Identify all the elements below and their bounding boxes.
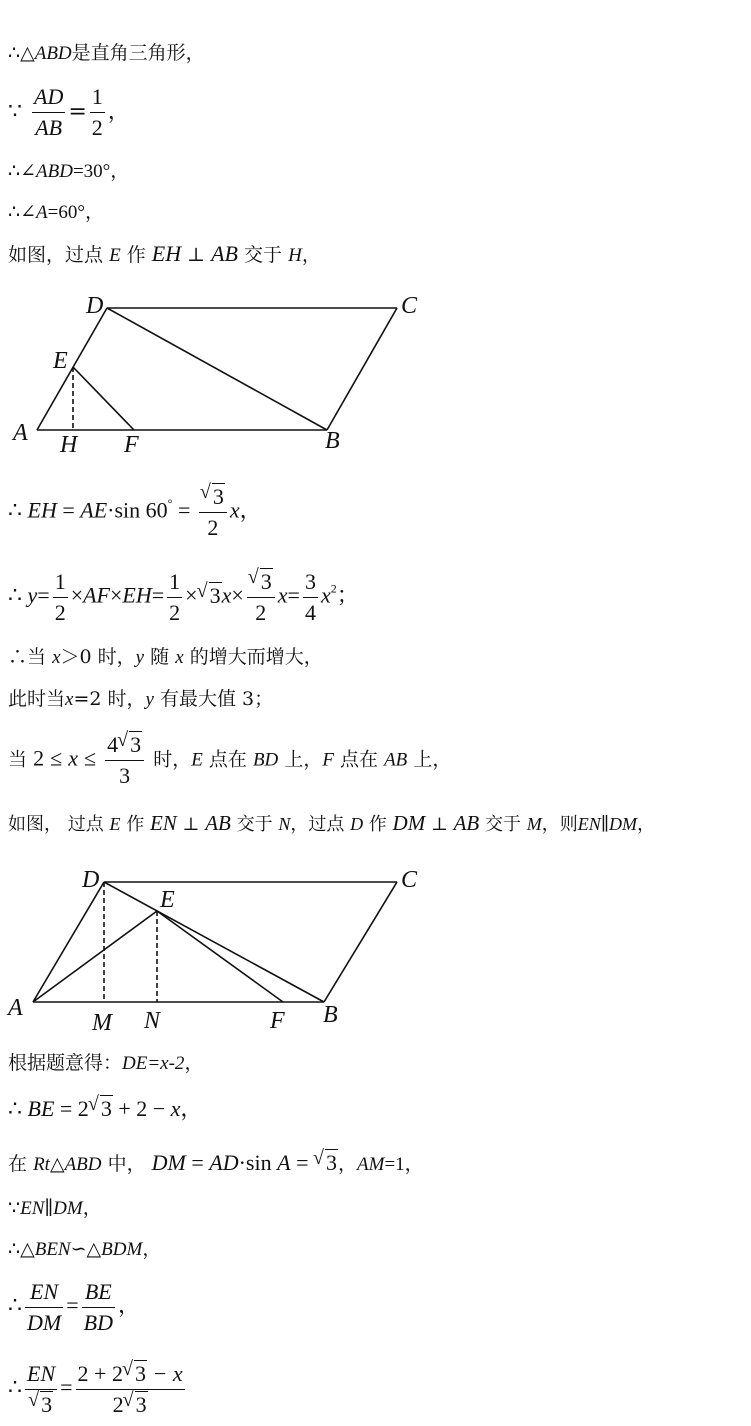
var-m: M bbox=[526, 814, 542, 834]
var-eh: EH bbox=[122, 582, 152, 608]
denominator: DM bbox=[27, 1310, 62, 1336]
fraction-en-root3 bbox=[25, 1362, 57, 1417]
var-e: E bbox=[109, 814, 121, 834]
line-17 bbox=[8, 1280, 140, 1335]
var-e: E bbox=[109, 245, 121, 266]
number: 2 bbox=[33, 745, 45, 771]
denominator: 2 bbox=[255, 600, 267, 626]
line-4 bbox=[8, 203, 104, 222]
var-af: AF bbox=[83, 582, 110, 608]
line-2 bbox=[8, 85, 130, 140]
equals: = bbox=[37, 582, 50, 608]
radicand: 3 bbox=[100, 1096, 112, 1121]
var-ab: AB bbox=[453, 811, 480, 835]
line-8 bbox=[8, 648, 323, 667]
therefore-symbol: ∴ bbox=[8, 582, 22, 608]
text: 作 bbox=[368, 814, 387, 835]
denominator: BD bbox=[83, 1310, 113, 1336]
similar-symbol: ∽ bbox=[70, 1238, 87, 1260]
le-symbol: ≤ bbox=[84, 745, 97, 771]
equation: DE=x-2 bbox=[122, 1053, 185, 1074]
perp-symbol: ⊥ bbox=[187, 244, 206, 266]
radicand: 3 bbox=[209, 582, 221, 608]
because-symbol: ∵ bbox=[8, 1197, 21, 1219]
fraction-root3-over-2 bbox=[199, 485, 227, 540]
sqrt bbox=[118, 733, 142, 757]
var-ae: AE bbox=[80, 497, 108, 523]
label-n: N bbox=[144, 1008, 161, 1034]
equals: = bbox=[287, 582, 300, 608]
parallel-relation: EN∥DM bbox=[577, 814, 638, 834]
therefore-symbol: ∴ bbox=[8, 160, 21, 182]
text: 在 bbox=[8, 1153, 28, 1175]
figure-parallelogram-2 bbox=[0, 860, 460, 1038]
punct: ， bbox=[637, 814, 656, 835]
label-d: D bbox=[82, 867, 100, 893]
times: × bbox=[70, 582, 84, 608]
fraction-root3-over-2 bbox=[247, 570, 275, 625]
punct: ， bbox=[84, 201, 104, 223]
sqrt bbox=[124, 1393, 148, 1417]
label-b: B bbox=[323, 1002, 338, 1028]
fraction-be-bd bbox=[82, 1280, 115, 1335]
var-eh: EH bbox=[151, 241, 182, 266]
times: × bbox=[110, 582, 123, 608]
therefore-symbol: ∴ bbox=[8, 646, 28, 668]
line-6 bbox=[8, 485, 262, 540]
angle-symbol: ∠ bbox=[20, 201, 37, 223]
therefore-symbol: ∴ bbox=[8, 201, 21, 223]
equals: = bbox=[60, 1374, 73, 1400]
fraction-be-over-bd bbox=[76, 1362, 185, 1417]
equals: = bbox=[296, 1150, 309, 1175]
coefficient: 2 bbox=[112, 1392, 124, 1418]
therefore-symbol: ∴ bbox=[8, 1292, 22, 1318]
denominator: 2 bbox=[54, 600, 66, 626]
text: 随 bbox=[150, 646, 170, 668]
numerator: 1 bbox=[53, 570, 68, 598]
var-rt: Rt bbox=[33, 1154, 50, 1175]
numerator: BE bbox=[82, 1280, 115, 1308]
sin-60: sin 60 bbox=[114, 497, 168, 523]
text: ，过点 bbox=[290, 814, 345, 835]
sqrt bbox=[249, 570, 273, 594]
text: 如图， 过点 bbox=[8, 814, 104, 835]
denominator: 2 bbox=[169, 600, 181, 626]
coefficient: 4 bbox=[107, 732, 119, 757]
line-15 bbox=[8, 1199, 102, 1218]
var-x: x bbox=[175, 647, 184, 668]
line-14 bbox=[8, 1152, 424, 1174]
label-a: A bbox=[8, 995, 23, 1021]
var-a: A bbox=[277, 1150, 291, 1175]
denominator: 3 bbox=[119, 763, 131, 789]
text: 此时当 bbox=[8, 688, 66, 710]
fraction-4root3-over-3 bbox=[105, 733, 144, 788]
because-symbol: ∵ bbox=[8, 99, 22, 125]
numerator: 3 bbox=[303, 570, 318, 598]
therefore-symbol: ∴ bbox=[8, 1238, 21, 1260]
text: 作 bbox=[126, 244, 146, 266]
sin: sin bbox=[245, 1150, 272, 1175]
var-ben: BEN bbox=[34, 1239, 71, 1260]
le-symbol: ≤ bbox=[50, 745, 63, 771]
text: ，则 bbox=[541, 814, 578, 835]
triangle-symbol: △ bbox=[49, 1153, 65, 1175]
var-ab: AB bbox=[384, 749, 408, 771]
angle-symbol: ∠ bbox=[20, 160, 37, 182]
sqrt bbox=[198, 582, 222, 608]
punct: ， bbox=[117, 1292, 140, 1318]
equals: = bbox=[62, 497, 75, 523]
triangle-symbol: △ bbox=[20, 42, 35, 64]
var-x: x bbox=[277, 582, 288, 608]
var-ad: AD bbox=[209, 1150, 239, 1175]
times: × bbox=[185, 582, 198, 608]
degree: ° bbox=[167, 496, 173, 511]
parallel-relation: EN∥DM bbox=[20, 1198, 83, 1219]
fraction-en-dm bbox=[25, 1280, 63, 1335]
label-e: E bbox=[53, 348, 68, 374]
line-12 bbox=[8, 1054, 203, 1073]
punct: ， bbox=[180, 1096, 203, 1121]
equals: = bbox=[177, 497, 191, 523]
var-abd: ABD bbox=[36, 161, 73, 182]
punct: ， bbox=[184, 1052, 204, 1074]
punct: ， bbox=[142, 1238, 162, 1260]
numerator-part: 2 + 2 bbox=[77, 1361, 123, 1386]
figure-parallelogram-1 bbox=[0, 288, 460, 460]
line-1 bbox=[8, 44, 205, 63]
times: × bbox=[231, 582, 244, 608]
line-18 bbox=[8, 1362, 188, 1417]
equals: = bbox=[66, 1292, 79, 1318]
var-bd: BD bbox=[252, 749, 279, 771]
sqrt bbox=[89, 1098, 113, 1120]
var-ab: AB bbox=[211, 241, 238, 266]
text: 交于 bbox=[236, 814, 273, 835]
var-e: E bbox=[191, 749, 203, 771]
exponent: 2 bbox=[330, 581, 337, 596]
text: ＞0 时， bbox=[60, 646, 136, 668]
fraction-half bbox=[167, 570, 182, 625]
var-x: x bbox=[65, 689, 74, 710]
text: 上， bbox=[284, 748, 323, 771]
var-x: x bbox=[320, 582, 331, 608]
therefore-symbol: ∴ bbox=[8, 1374, 22, 1400]
text: 交于 bbox=[244, 244, 283, 266]
line-13 bbox=[8, 1098, 202, 1120]
punct: ， bbox=[337, 1153, 357, 1175]
fraction-three-quarters bbox=[303, 570, 318, 625]
numerator: 1 bbox=[167, 570, 182, 598]
var-f: F bbox=[322, 749, 334, 771]
var-x: x bbox=[52, 647, 61, 668]
var-y: y bbox=[27, 582, 38, 608]
text: 当 bbox=[8, 748, 28, 771]
radicand: 3 bbox=[260, 569, 272, 594]
line-16 bbox=[8, 1240, 161, 1259]
text: =2 时， bbox=[73, 688, 146, 710]
var-abd: ABD bbox=[34, 43, 72, 64]
var-abd: ABD bbox=[64, 1154, 102, 1175]
label-f: F bbox=[270, 1008, 285, 1034]
line-text: 是直角三角形， bbox=[71, 42, 205, 64]
line-11 bbox=[8, 813, 655, 834]
triangle-symbol: △ bbox=[20, 1238, 35, 1260]
therefore-symbol: ∴ bbox=[8, 42, 21, 64]
text: 根据题意得： bbox=[8, 1052, 123, 1074]
numerator-part: − x bbox=[146, 1361, 183, 1386]
var-h: H bbox=[288, 245, 302, 266]
sqrt bbox=[201, 485, 225, 509]
label-a: A bbox=[13, 420, 28, 446]
denominator: 2 bbox=[207, 515, 219, 541]
numerator: EN bbox=[25, 1362, 57, 1390]
text: 点在 bbox=[340, 748, 379, 771]
triangle-symbol: △ bbox=[86, 1238, 102, 1260]
label-f: F bbox=[124, 432, 139, 458]
numerator: EN bbox=[25, 1280, 63, 1308]
text: 有最大值 3； bbox=[160, 688, 274, 710]
dot: · bbox=[107, 497, 115, 523]
therefore-symbol: ∴ bbox=[8, 497, 22, 523]
dot: · bbox=[238, 1150, 246, 1175]
perp-symbol: ⊥ bbox=[182, 814, 200, 835]
angle-value: =30° bbox=[72, 161, 111, 182]
therefore-symbol: ∴ bbox=[8, 1096, 22, 1121]
line-5 bbox=[8, 243, 321, 265]
radicand: 3 bbox=[41, 1392, 53, 1418]
line-3 bbox=[8, 162, 129, 181]
perp-symbol: ⊥ bbox=[430, 814, 448, 835]
punct: ， bbox=[301, 244, 321, 266]
radicand: 3 bbox=[134, 1361, 146, 1386]
var-dm: DM bbox=[392, 811, 426, 835]
text: 作 bbox=[126, 814, 145, 835]
text: 的增大而增大， bbox=[189, 646, 323, 668]
punct: ， bbox=[107, 99, 130, 125]
punct: ， bbox=[82, 1197, 102, 1219]
radicand: 3 bbox=[130, 732, 142, 757]
sqrt bbox=[314, 1152, 338, 1174]
fraction-ad-ab bbox=[32, 85, 65, 140]
text: 交于 bbox=[485, 814, 521, 835]
text: 点在 bbox=[208, 748, 247, 771]
var-y: y bbox=[145, 689, 154, 710]
label-b: B bbox=[325, 428, 340, 454]
numerator: AD bbox=[32, 85, 65, 113]
expression: = 2 bbox=[59, 1096, 89, 1121]
var-d: D bbox=[350, 814, 364, 834]
fraction-half bbox=[90, 85, 105, 140]
denominator: 2 bbox=[91, 115, 103, 141]
line-10 bbox=[8, 733, 451, 788]
var-en: EN bbox=[149, 811, 177, 835]
punct: ， bbox=[239, 497, 262, 523]
expression: + 2 − bbox=[118, 1096, 166, 1121]
var-dm: DM bbox=[151, 1150, 186, 1175]
punct: ； bbox=[336, 582, 359, 608]
radicand: 3 bbox=[325, 1150, 337, 1175]
var-x: x bbox=[229, 497, 240, 523]
equals: = bbox=[191, 1150, 204, 1175]
denominator: 4 bbox=[304, 600, 316, 626]
text: 中， bbox=[107, 1153, 146, 1175]
label-m: M bbox=[92, 1010, 112, 1036]
line-9 bbox=[8, 690, 273, 709]
punct: ， bbox=[110, 160, 130, 182]
equals: = bbox=[151, 582, 165, 608]
var-ab: AB bbox=[205, 811, 231, 835]
denominator: AB bbox=[35, 115, 63, 141]
var-be: BE bbox=[27, 1096, 55, 1121]
value: =1， bbox=[384, 1154, 424, 1175]
label-e: E bbox=[160, 887, 175, 913]
numerator: 1 bbox=[90, 85, 105, 113]
radicand: 3 bbox=[212, 484, 224, 509]
label-c: C bbox=[401, 293, 418, 319]
text: 当 bbox=[27, 646, 47, 668]
var-x: x bbox=[68, 745, 78, 771]
label-c: C bbox=[401, 867, 418, 893]
sqrt bbox=[123, 1362, 147, 1386]
var-n: N bbox=[278, 814, 291, 834]
label-d: D bbox=[86, 293, 104, 319]
var-x: x bbox=[221, 582, 232, 608]
radicand: 3 bbox=[135, 1392, 147, 1418]
fraction-half bbox=[53, 570, 68, 625]
var-y: y bbox=[135, 647, 145, 668]
text: 上， bbox=[413, 748, 452, 771]
text: 时， bbox=[153, 748, 192, 771]
text: 如图，过点 bbox=[8, 244, 104, 266]
angle-value: =60° bbox=[47, 202, 85, 223]
var-eh: EH bbox=[27, 497, 57, 523]
sqrt bbox=[29, 1393, 53, 1417]
var-am: AM bbox=[357, 1154, 385, 1175]
line-7 bbox=[8, 570, 359, 625]
var-x: x bbox=[170, 1096, 181, 1121]
var-a: A bbox=[36, 202, 48, 223]
var-bdm: BDM bbox=[101, 1239, 143, 1260]
equals: = bbox=[68, 99, 87, 125]
label-h: H bbox=[60, 432, 78, 458]
